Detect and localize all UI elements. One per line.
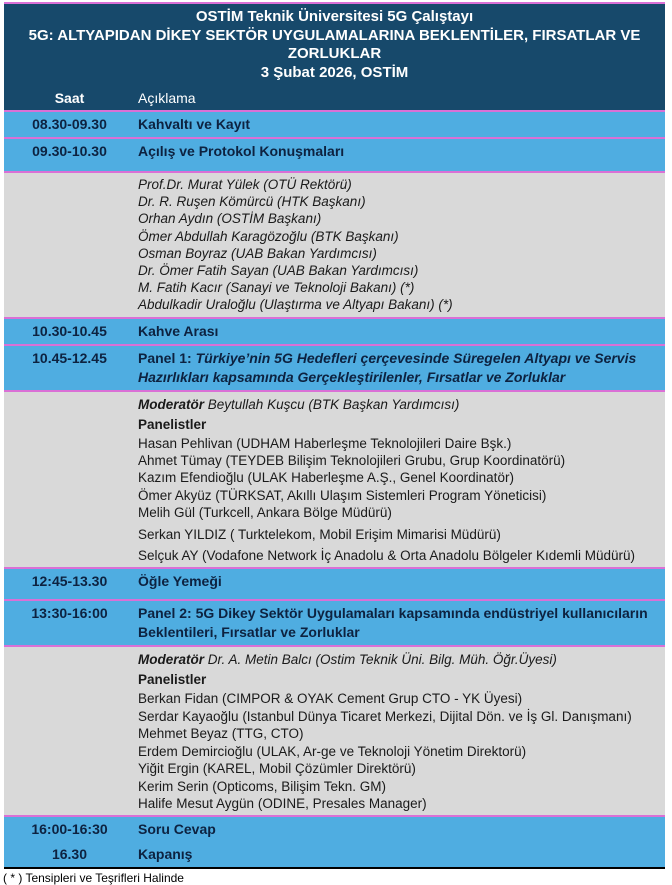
footnote: ( * ) Tensipleri ve Teşrifleri Halinde [3, 871, 184, 885]
activity-cell [135, 349, 665, 387]
time-cell: 13:30-16:00 [31, 605, 108, 622]
activity-cell: Kahvaltı ve Kayıt [138, 116, 251, 132]
moderator-line [138, 395, 657, 415]
speaker-line: Prof.Dr. Murat Yülek (OTÜ Rektörü) [138, 177, 352, 192]
activity-cell: Öğle Yemeği [138, 573, 222, 590]
panelists-label: Panelistler [138, 416, 207, 432]
time-cell: 10.30-10.45 [32, 322, 107, 339]
speaker-line: Osman Boyraz (UAB Bakan Yardımcısı) [138, 245, 377, 261]
schedule-row-breakfast [4, 112, 665, 139]
schedule-row-coffee [4, 319, 665, 346]
panel1-people-block [4, 392, 665, 570]
panelist-line: Serdar Kayaoğlu (Istanbul Dünya Ticaret Merkezi, Dijital Dön. ve İş Gl. Danışmanı) [138, 708, 632, 724]
activity-cell: Açılış ve Protokol Konuşmaları [138, 143, 345, 159]
panelists-label: Panelistler [138, 672, 207, 688]
time-cell: 10.45-12.45 [32, 349, 107, 366]
time-cell: 09.30-10.30 [32, 143, 107, 159]
activity-cell: Kapanış [138, 846, 193, 863]
time-cell: 16.30 [51, 846, 88, 863]
workshop-date: 3 Şubat 2026, OSTİM [260, 63, 409, 81]
time-cell-empty [4, 395, 135, 565]
panelist-line: Ahmet Tümay (TEYDEB Bilişim Teknolojileri Grubu, Grup Koordinatörü) [138, 453, 566, 469]
column-header-time: Saat [54, 90, 85, 106]
activity-cell [135, 604, 665, 642]
panelist-line: Melih Gül (Turkcell, Ankara Bölge Müdürü) [138, 505, 392, 521]
panel1-prefix: Panel 1: [138, 349, 192, 366]
speaker-line: M. Fatih Kacır (Sanayi ve Teknoloji Bakanı) (*) [138, 280, 415, 296]
panelist-line: Mehmet Beyaz (TTG, CTO) [138, 726, 304, 742]
time-cell-empty [4, 176, 135, 314]
moderator-line [138, 650, 657, 670]
panelist-line: Kazım Efendioğlu (ULAK Haberleşme A.Ş., Genel Koordinatör) [138, 470, 514, 486]
speaker-line: Dr. Ömer Fatih Sayan (UAB Bakan Yardımcısı) [138, 263, 419, 279]
time-cell: 08.30-09.30 [32, 116, 107, 132]
schedule-row-lunch [4, 569, 665, 601]
speaker-line: Abdulkadir Uraloğlu (Ulaştırma ve Altyapı Bakanı) (*) [138, 297, 453, 313]
column-header-description: Açıklama [138, 90, 196, 106]
schedule-row-opening [4, 139, 665, 173]
time-cell: 12:45-13.30 [31, 573, 108, 590]
panelist-line: Serkan YILDIZ ( Turktelekom, Mobil Erişim Mimarisi Müdürü) [138, 526, 501, 542]
panelist-line: Yiğit Ergin (KAREL, Mobil Çözümler Direktörü) [138, 761, 416, 777]
panel2-people-block [4, 647, 665, 817]
opening-speakers-block [4, 173, 665, 319]
panel2-title: 5G Dikey Sektör Uygulamaları kapsamında endüstriyel kullanıcıların Beklentileri, Fırsatlar ve Zorluklar [138, 605, 648, 641]
time-cell-empty [4, 650, 135, 812]
speaker-line: Ömer Abdullah Karagözoğlu (BTK Başkanı) [138, 228, 399, 244]
panelist-line: Kerim Serin (Opticoms, Bilişim Tekn. GM) [138, 778, 387, 794]
schedule-row-qa [4, 817, 665, 842]
speaker-line: Dr. R. Ruşen Kömürcü (HTK Başkanı) [138, 194, 366, 210]
schedule-row-panel1 [4, 346, 665, 392]
panel2-prefix: Panel 2: [138, 605, 192, 622]
moderator-label: Moderatör [138, 652, 205, 668]
panelist-line: Erdem Demircioğlu (ULAK, Ar-ge ve Teknoloji Yönetim Direktorü) [138, 743, 527, 759]
schedule-row-panel2 [4, 601, 665, 647]
speaker-line: Orhan Aydın (OSTİM Başkanı) [138, 211, 322, 227]
schedule-row-closing [4, 842, 665, 867]
workshop-agenda-table [4, 2, 665, 869]
moderator-label: Moderatör [138, 396, 205, 412]
time-cell: 16:00-16:30 [31, 821, 108, 838]
panel1-title: Türkiye’nin 5G Hedefleri çerçevesinde Süregelen Altyapı ve Servis Hazırlıkları kapsamında Gerçekleştirilenler, Fırsatlar ve Zorluklar [138, 349, 637, 385]
panelist-line: Berkan Fidan (CIMPOR & OYAK Cement Grup CTO - YK Üyesi) [138, 691, 523, 707]
moderator-name: Dr. A. Metin Balcı (Ostim Teknik Üni. Bilg. Müh. Öğr.Üyesi) [207, 652, 557, 668]
panelist-line: Halife Mesut Aygün (ODINE, Presales Manager) [138, 795, 427, 811]
workshop-title: OSTİM Teknik Üniversitesi 5G Çalıştayı [195, 8, 474, 25]
panelist-line: Ömer Akyüz (TÜRKSAT, Akıllı Ulaşım Sistemleri Program Yöneticisi) [138, 487, 547, 503]
panelist-line: Selçuk AY (Vodafone Network İç Anadolu & Orta Anadolu Bölgeler Kıdemli Müdürü) [138, 548, 636, 564]
activity-cell: Soru Cevap [138, 821, 216, 838]
moderator-name: Beytullah Kuşcu (BTK Başkan Yardımcısı) [207, 396, 460, 412]
panelist-line: Hasan Pehlivan (UDHAM Haberleşme Teknolojileri Daire Bşk.) [138, 435, 512, 451]
activity-cell: Kahve Arası [138, 322, 219, 339]
agenda-header [4, 4, 665, 87]
column-header-row [4, 87, 665, 112]
workshop-subtitle: 5G: ALTYAPIDAN DİKEY SEKTÖR UYGULAMALARINA BEKLENTİLER, FIRSATLAR VE ZORLUKLAR [28, 26, 641, 62]
